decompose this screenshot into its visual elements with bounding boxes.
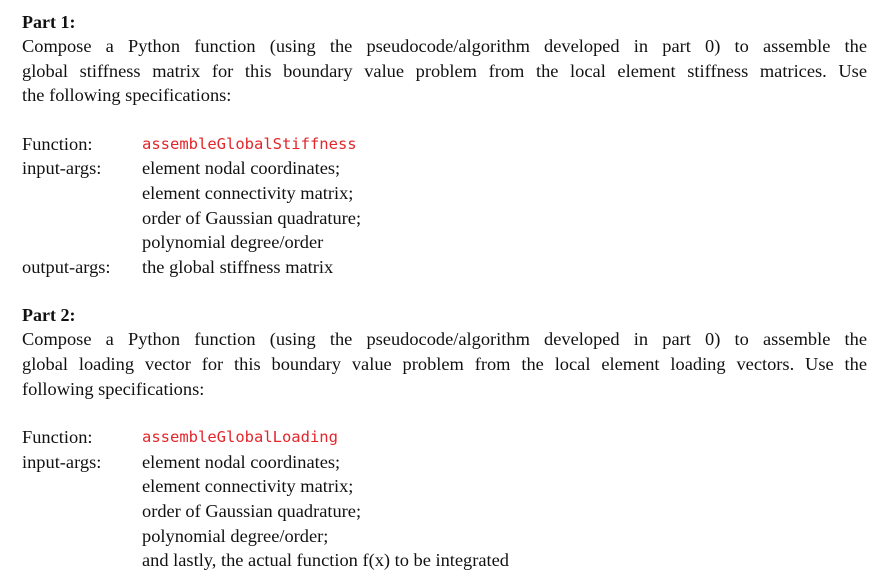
part2-paragraph-line: global loading vector for this boundary value problem from the local element loading vectors. Use the (22, 353, 867, 374)
function-name: assembleGlobalLoading (142, 428, 338, 447)
part2-input-row (22, 524, 867, 549)
part1-function-row (22, 132, 867, 157)
part1-heading: Part 1: (22, 12, 76, 32)
part2-input-row (22, 474, 867, 499)
input-arg: order of Gaussian quadrature; (142, 207, 362, 228)
part2-heading: Part 2: (22, 305, 76, 326)
input-arg: polynomial degree/order; (142, 525, 329, 546)
part1-input-row (22, 181, 867, 206)
part2-paragraph (22, 327, 867, 401)
part1-paragraph-line: global stiffness matrix for this boundary value problem from the local element stiffness matrices. Use (22, 60, 867, 81)
output-args-label: output-args: (22, 256, 111, 277)
part1-input-row (22, 230, 867, 255)
input-arg: element nodal coordinates; (142, 158, 341, 179)
input-arg: element connectivity matrix; (142, 476, 354, 497)
part2-input-row (22, 450, 867, 475)
function-name: assembleGlobalStiffness (142, 134, 357, 153)
input-arg: order of Gaussian quadrature; (142, 500, 362, 521)
input-arg: element nodal coordinates; (142, 451, 341, 472)
part1-output-row (22, 255, 867, 280)
document-page (22, 10, 867, 573)
part2-specifications (22, 425, 867, 573)
part2-input-row (22, 548, 867, 573)
part2-paragraph-line: Compose a Python function (using the pseudocode/algorithm developed in part 0) to assemble the (22, 329, 867, 350)
input-args-label: input-args: (22, 451, 102, 472)
output-arg: the global stiffness matrix (142, 256, 334, 277)
input-arg: element connectivity matrix; (142, 182, 354, 203)
part2-function-row (22, 425, 867, 450)
input-args-label: input-args: (22, 158, 102, 179)
part1-paragraph (22, 34, 867, 108)
part1-paragraph-line: the following specifications: (22, 85, 232, 106)
part1-input-row (22, 206, 867, 231)
part1-paragraph-line: Compose a Python function (using the pseudocode/algorithm developed in part 0) to assemble the (22, 36, 867, 56)
part1-input-row (22, 156, 867, 181)
input-arg: polynomial degree/order (142, 232, 324, 253)
function-label: Function: (22, 427, 93, 448)
input-arg: and lastly, the actual function f(x) to be integrated (142, 550, 509, 571)
part2-input-row (22, 499, 867, 524)
function-label: Function: (22, 133, 93, 154)
part2-paragraph-line: following specifications: (22, 378, 205, 399)
part1-specifications (22, 132, 867, 280)
